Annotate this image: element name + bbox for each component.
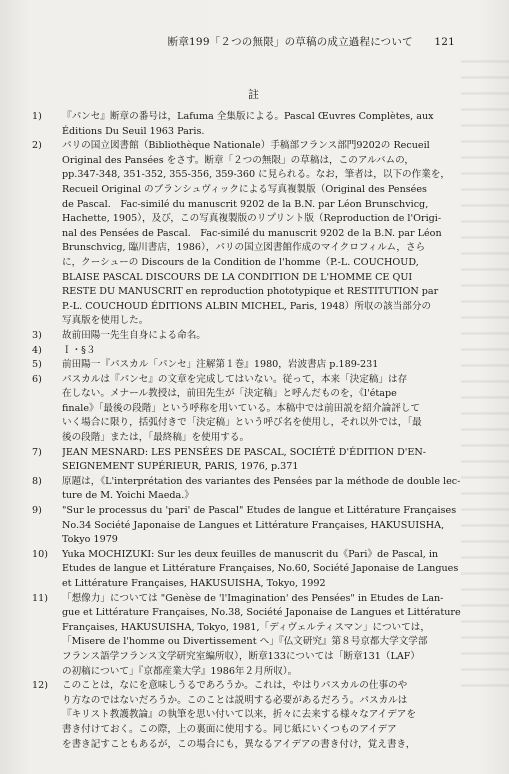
notes-list xyxy=(32,110,464,752)
text-line: Etudes de langue et Littérature Françaises, No.60, Société Japonaise de Langues xyxy=(62,563,459,575)
text-line: 「Misere de l'homme ou Divertissement へ」『仏文研究』第８号京都大学文学部 xyxy=(62,636,428,648)
bleed-through-text xyxy=(461,60,509,700)
text-line: 在しない。メナール教授は，前田先生が「決定稿」と呼んだものを，《l'étape xyxy=(62,388,397,400)
text-line: 原題は，《L'interprétation des variantes des Pensées par la méthode de double lec- xyxy=(62,475,461,487)
text-line: フランス語学フランス文学研究室編所収），断章133については「断章131（LAF） xyxy=(62,650,421,662)
text-line: に，クーシューの Discours de la Condition de l'homme（P.-L. COUCHOUD, xyxy=(62,256,419,268)
text-line: RESTE DU MANUSCRIT en reproduction phototypique et RESTITUTION par xyxy=(62,286,439,298)
footnote-text xyxy=(62,358,464,373)
footnote xyxy=(32,548,464,592)
text-line: いく場合に限り，括弧付きで「決定稿」という呼び名を使用し，それ以外では，「最 xyxy=(62,417,422,429)
footnote-number: 9) xyxy=(32,505,42,517)
footnote-text xyxy=(62,139,464,329)
text-line: "Sur le processus du 'pari' de Pascal" Etudes de langue et Littérature Françaises xyxy=(62,505,457,517)
footnote xyxy=(32,592,464,680)
text-line: Françaises, HAKUSUISHA, Tokyo, 1981,「ディヴェルティスマン」については， xyxy=(62,621,430,633)
footnote xyxy=(32,446,464,475)
footnote-number: 3) xyxy=(32,329,42,341)
footnote-text xyxy=(62,110,464,139)
footnote-number: 10) xyxy=(32,548,48,560)
footnote xyxy=(32,679,464,752)
text-line: 故前田陽一先生自身による命名。 xyxy=(62,329,206,341)
text-line: et Littérature Françaises, HAKUSUISHA, Tokyo, 1992 xyxy=(62,578,326,589)
footnote-text xyxy=(62,504,464,548)
footnote-text xyxy=(62,679,464,752)
footnote xyxy=(32,358,464,373)
text-line: 『キリスト教護教論』の執筆を思い付いて以来，折々に去来する様々なアイデアを xyxy=(62,709,416,721)
footnote-number: 11) xyxy=(32,592,48,604)
text-line: Brunschvicg, 臨川書店，1986），パリの国立図書館作成のマイクロフィルム，さら xyxy=(62,242,426,254)
footnote xyxy=(32,344,464,359)
text-line: de Pascal. Fac-similé du manuscrit 9202 de la B.N. par Léon Brunschvicg, xyxy=(62,198,429,210)
text-line: 「想像力」については "Genèse de 'l'Imagination' des Pensées" in Etudes de Lan- xyxy=(62,592,444,604)
page-number: 121 xyxy=(434,36,455,48)
text-line: 『パンセ』断章の番号は，Lafuma 全集版による。Pascal Œuvres Complètes, aux xyxy=(62,111,434,122)
footnote xyxy=(32,373,464,446)
footnote-number: 8) xyxy=(32,475,42,487)
text-line: パスカルは『パンセ』の文章を完成してはいない。従って，本来「決定稿」は存 xyxy=(62,373,408,385)
footnote-number: 4) xyxy=(32,344,42,356)
text-line: ture de M. Yoichi Maeda.》 xyxy=(62,490,194,502)
footnote xyxy=(32,329,464,344)
notes-heading: 註 xyxy=(248,88,261,101)
text-line: 書き付けておく。この際，上の裏面に使用する。同じ紙にいくつものアイデア xyxy=(62,723,397,735)
text-line: このことは，なにを意味しうるであろうか。これは，やはりパスカルの仕事のや xyxy=(62,680,408,692)
text-line: pp.347-348, 351-352, 355-356, 359-360 に見られる。なお，筆者は，以下の作業を， xyxy=(62,169,451,181)
footnote-number: 6) xyxy=(32,373,42,385)
text-line: P.-L. COUCHOUD ÉDITIONS ALBIN MICHEL, Paris, 1948）所収の該当部分の xyxy=(62,300,432,312)
text-line: り方なのではないだろうか。このことは説明する必要があるだろう。パスカルは xyxy=(62,694,408,706)
footnote-text xyxy=(62,592,464,680)
text-line: finale》「最後の段階」という呼称を用いている。本稿中では前田説を紹介論評して xyxy=(62,402,421,414)
footnote xyxy=(32,475,464,504)
text-line: gue et Littérature Françaises, No.38, Société Japonaise de Langues et Littérature xyxy=(62,607,461,619)
text-line: nal des Pensées de Pascal. Fac-similé du manuscrit 9202 de la B.N. par Léon xyxy=(62,227,442,239)
text-line: 写真版を使用した。 xyxy=(62,315,149,327)
footnote-number: 1) xyxy=(32,111,42,122)
footnote xyxy=(32,139,464,329)
text-line: BLAISE PASCAL DISCOURS DE LA CONDITION DE L'HOMME CE QUI xyxy=(62,271,413,283)
footnote-text xyxy=(62,446,464,475)
text-line: を書き記すこともあるが，この場合にも，異なるアイデアの書き付け，覚え書き， xyxy=(62,738,416,750)
footnote xyxy=(32,504,464,548)
text-line: Original des Pansées をさす。断章「２つの無限」の草稿は，このアルバムの， xyxy=(62,154,414,166)
footnote-number: 5) xyxy=(32,359,42,371)
footnote-number: 2) xyxy=(32,140,42,152)
text-line: の初稿について」『京都産業大学』1986年２月所収）。 xyxy=(62,665,298,677)
running-header xyxy=(168,34,455,49)
running-title: 断章199「２つの無限」の草稿の成立過程について xyxy=(167,36,413,48)
text-line: Tokyo 1979 xyxy=(62,534,118,546)
text-line: Yuka MOCHIZUKI: Sur les deux feuilles de manuscrit du《Pari》de Pascal, in xyxy=(62,548,439,560)
text-line: Recueil Original のブランシュヴィックによる写真複製版（Original des Pensées xyxy=(62,183,427,195)
footnote-text xyxy=(62,548,464,592)
text-line: SEIGNEMENT SUPÉRIEUR, PARIS, 1976, p.371 xyxy=(62,461,299,473)
footnote-text xyxy=(62,373,464,446)
footnote-text xyxy=(62,475,464,504)
footnote-number: 7) xyxy=(32,446,42,458)
text-line: Éditions Du Seuil 1963 Paris. xyxy=(62,125,205,137)
footnote xyxy=(32,110,464,139)
footnote-text xyxy=(62,344,464,359)
text-line: パリの国立図書館（Bibliothèque Nationale）手稿部フランス部門9202の Recueil xyxy=(62,140,430,152)
text-line: Hachette, 1905），及び，この写真複製版のリプリント版（Reproduction de l'Origi- xyxy=(62,213,442,225)
text-line: JEAN MESNARD: LES PENSÉES DE PASCAL, SOCIÉTÉ D'ÉDITION D'EN- xyxy=(62,446,427,458)
text-line: No.34 Société Japonaise de Langues et Littérature Françaises, HAKUSUISHA, xyxy=(62,519,445,531)
footnote-text xyxy=(62,329,464,344)
footnote-number: 12) xyxy=(32,680,48,692)
text-line: Ｉ・§３ xyxy=(62,344,96,356)
text-line: 後の段階」または，「最終稿」を使用する。 xyxy=(62,432,250,444)
text-line: 前田陽一『パスカル「パンセ」注解第１巻』1980，岩波書店 p.189-231 xyxy=(62,359,379,371)
